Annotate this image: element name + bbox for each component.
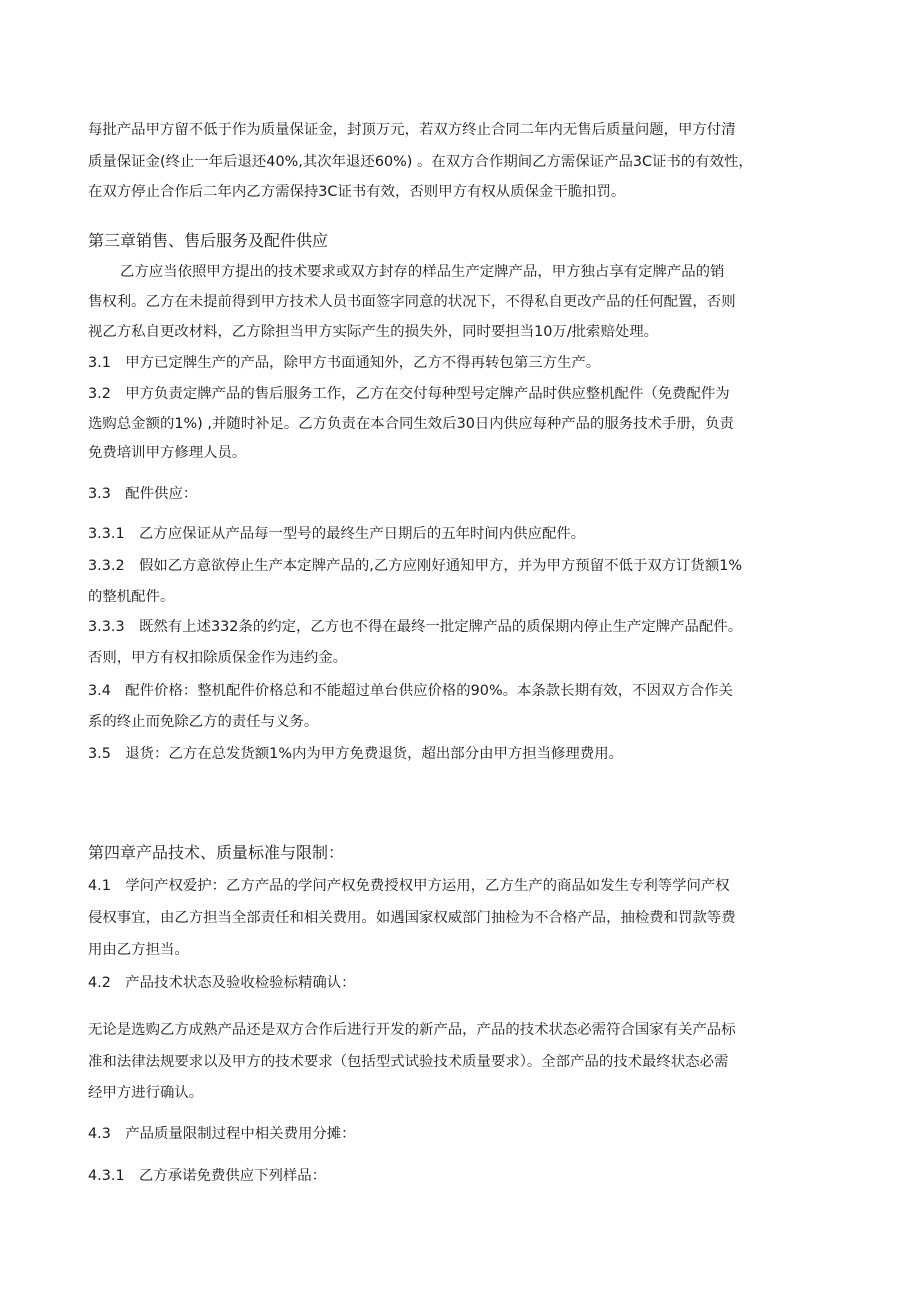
- clause-line: 3.3.1 乙方应保证从产品每一型号的最终生产日期后的五年时间内供应配件。: [88, 526, 586, 542]
- paragraph-line: 侵权事宜，由乙方担当全部责任和相关费用。如遇国家权威部门抽检为不合格产品，抽检费和罚款等费: [88, 910, 736, 926]
- paragraph-line: 的整机配件。: [88, 589, 175, 605]
- paragraph-line: 准和法律法规要求以及甲方的技术要求（包括型式试验技术质量要求）。全部产品的技术最终状态必需: [88, 1054, 729, 1070]
- clause-line: 3.4 配件价格：整机配件价格总和不能超过单台供应价格的90%。本条款长期有效，不因双方合作关: [88, 683, 733, 699]
- paragraph-line: 系的终止而免除乙方的责任与义务。: [88, 714, 319, 730]
- paragraph-line: 免费培训甲方修理人员。: [88, 445, 247, 461]
- paragraph-line: 售权利。乙方在未提前得到甲方技术人员书面签字同意的状况下，不得私自更改产品的任何配置，否则: [88, 294, 736, 310]
- paragraph-line: 选购总金额的1%) ,并随时补足。乙方负责在本合同生效后30日内供应每种产品的服务技术手册，负责: [88, 416, 734, 432]
- clause-line: 3.1 甲方已定牌生产的产品，除甲方书面通知外，乙方不得再转包第三方生产。: [88, 355, 601, 371]
- paragraph-line: 经甲方进行确认。: [88, 1085, 204, 1101]
- paragraph-line: 视乙方私自更改材料，乙方除担当甲方实际产生的损失外，同时要担当10万/批索赔处理。: [88, 324, 659, 340]
- clause-line: 3.3.2 假如乙方意欲停止生产本定牌产品的,乙方应刚好通知甲方，并为甲方预留不低于双方订货额1%: [88, 558, 743, 574]
- clause-line: 3.3 配件供应：: [88, 486, 198, 502]
- chapter-heading: 第四章产品技术、质量标准与限制：: [88, 843, 345, 862]
- clause-line: 3.5 退货：乙方在总发货额1%内为甲方免费退货，超出部分由甲方担当修理费用。: [88, 746, 623, 762]
- paragraph-line: 在双方停止合作后二年内乙方需保持3C证书有效，否则甲方有权从质保金干脆扣罚。: [88, 184, 626, 200]
- paragraph-line: 乙方应当依照甲方提出的技术要求或双方封存的样品生产定牌产品，甲方独占享有定牌产品的销: [120, 264, 725, 280]
- chapter-heading: 第三章销售、售后服务及配件供应: [88, 231, 329, 250]
- paragraph-line: 无论是选购乙方成熟产品还是双方合作后进行开发的新产品，产品的技术状态必需符合国家有关产品标: [88, 1022, 736, 1038]
- clause-line: 4.2 产品技术状态及验收检验标精确认：: [88, 975, 356, 991]
- clause-line: 3.2 甲方负责定牌产品的售后服务工作，乙方在交付每种型号定牌产品时供应整机配件（免费配件为: [88, 386, 730, 402]
- clause-line: 4.1 学问产权爱护：乙方产品的学问产权免费授权甲方运用，乙方生产的商品如发生专利等学问产权: [88, 878, 730, 894]
- paragraph-line: 否则，甲方有权扣除质保金作为违约金。: [88, 650, 348, 666]
- clause-line: 4.3 产品质量限制过程中相关费用分摊：: [88, 1126, 356, 1142]
- paragraph-line: 每批产品甲方留不低于作为质量保证金，封顶万元，若双方终止合同二年内无售后质量问题，甲方付清: [88, 122, 736, 138]
- clause-line: 4.3.1 乙方承诺免费供应下列样品：: [88, 1168, 327, 1184]
- paragraph-line: 质量保证金(终止一年后退还40%,其次年退还60%) 。在双方合作期间乙方需保证产品3C证书的有效性，: [88, 154, 753, 170]
- clause-line: 3.3.3 既然有上述332条的约定，乙方也不得在最终一批定牌产品的质保期内停止生产定牌产品配件。: [88, 619, 743, 635]
- paragraph-line: 用由乙方担当。: [88, 942, 189, 958]
